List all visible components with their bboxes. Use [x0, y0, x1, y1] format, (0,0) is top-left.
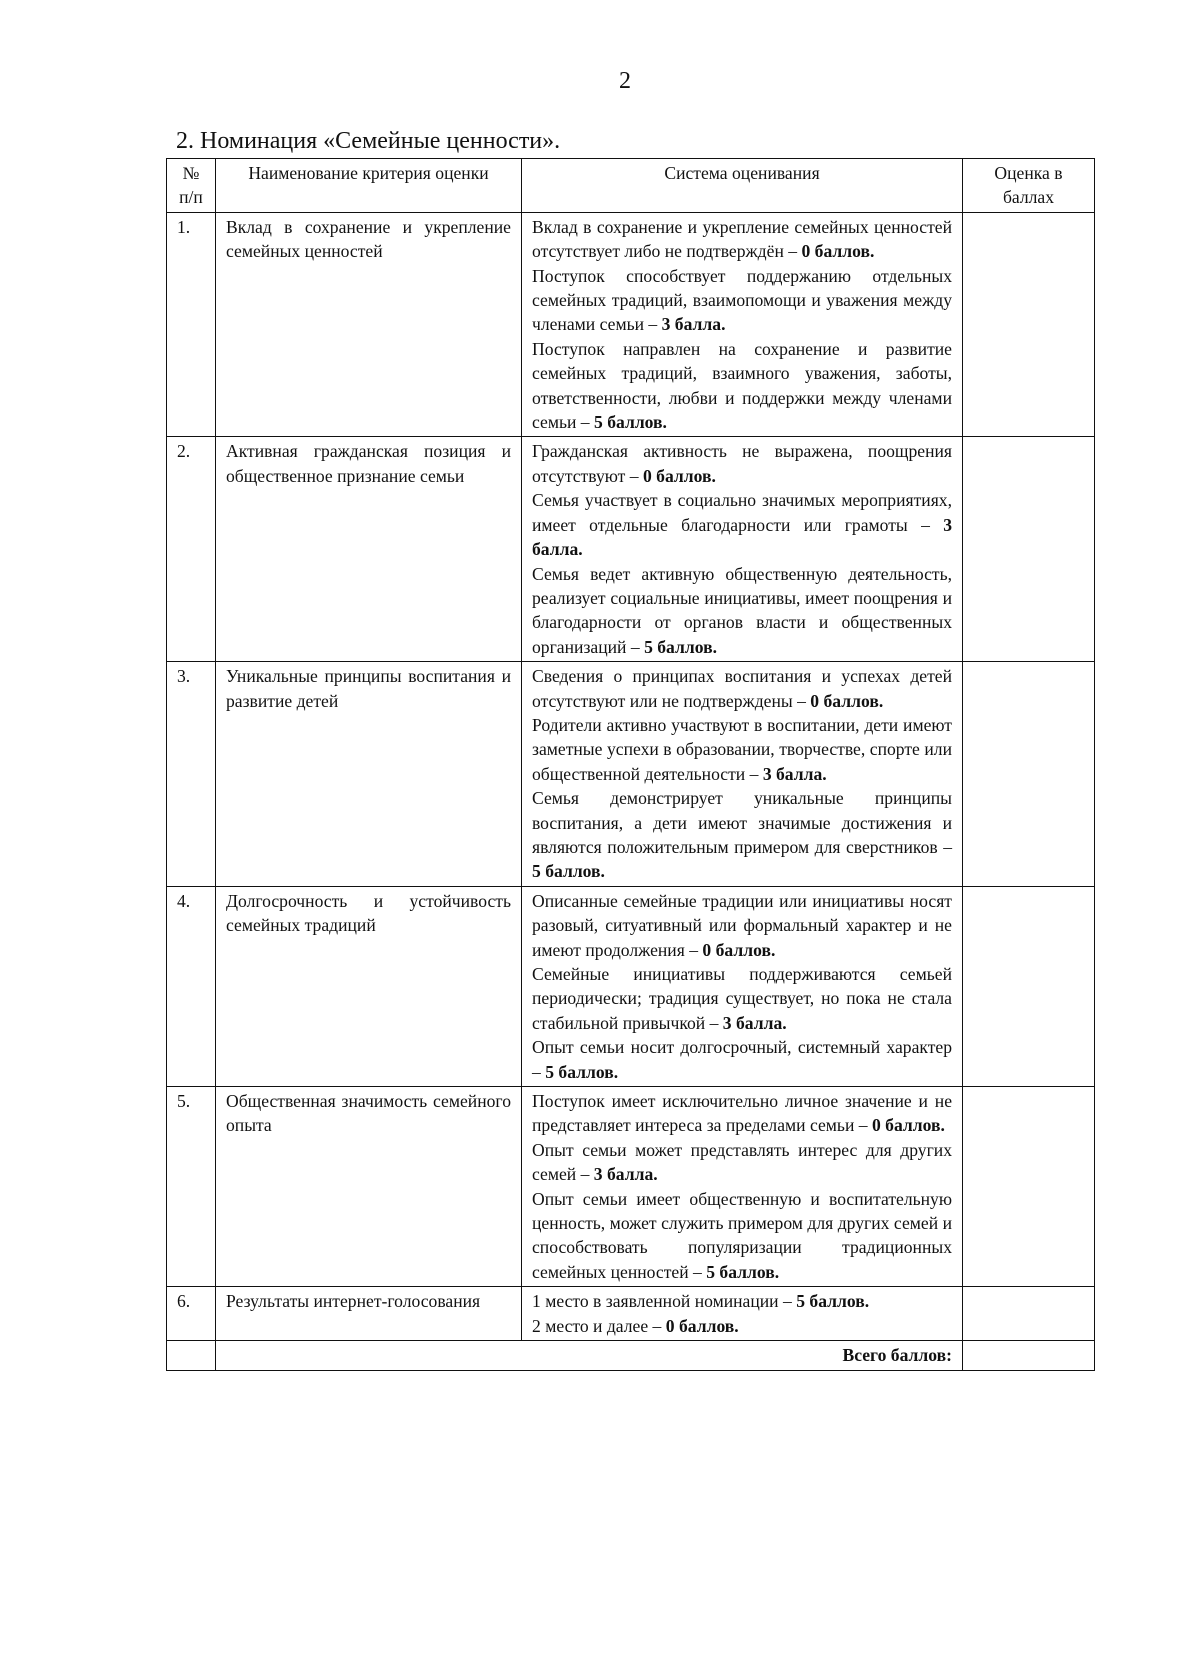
scoring-level-points: 0 баллов.	[665, 1315, 739, 1336]
scoring-system	[522, 1287, 963, 1341]
score-cell[interactable]	[963, 662, 1095, 887]
scoring-level	[532, 889, 952, 962]
score-cell[interactable]	[963, 212, 1095, 437]
criterion-name: Общественная значимость семейного опыта	[216, 1087, 522, 1287]
scoring-level-text: Опыт семьи имеет общественную и воспитательную ценность, может служить примером для других семей и способствовать популяризации традиционных семейных ценностей –	[532, 1188, 952, 1282]
scoring-level-points: 0 баллов.	[702, 939, 776, 960]
scoring-level	[532, 562, 952, 660]
scoring-level-points: 3 балла.	[532, 514, 952, 560]
table-row	[167, 886, 1095, 1086]
scoring-level	[532, 215, 952, 264]
scoring-level	[532, 1035, 952, 1084]
scoring-level	[532, 439, 952, 488]
header-system: Система оценивания	[522, 159, 963, 213]
scoring-level-points: 5 баллов.	[594, 412, 667, 433]
scoring-level-points: 5 баллов.	[644, 636, 718, 657]
scoring-level-text: Семья ведет активную общественную деятельность, реализует социальные инициативы, имеет поощрения и благодарности от органов власти и общественных организаций –	[532, 563, 952, 657]
scoring-level-text: 1 место в заявленной номинации –	[532, 1291, 797, 1312]
header-score: Оценка в баллах	[963, 159, 1095, 213]
scoring-level-points: 0 баллов.	[642, 465, 716, 486]
criterion-name: Уникальные принципы воспитания и развитие детей	[216, 662, 522, 887]
score-cell[interactable]	[963, 1087, 1095, 1287]
total-label: Всего баллов:	[216, 1341, 963, 1370]
scoring-level-text: Семейные инициативы поддерживаются семьей периодически; традиция существует, но пока не стала стабильной привычкой –	[532, 964, 952, 1033]
scoring-system	[522, 886, 963, 1086]
header-criterion: Наименование критерия оценки	[216, 159, 522, 213]
scoring-level-text: Поступок способствует поддержанию отдельных семейных традиций, взаимопомощи и уважения между членами семьи –	[532, 265, 952, 335]
score-cell[interactable]	[963, 437, 1095, 662]
scoring-level-text: Гражданская активность не выражена, поощрения отсутствуют –	[532, 441, 952, 486]
scoring-level-text: Опыт семьи носит долгосрочный, системный характер –	[532, 1037, 952, 1082]
row-number: 4.	[167, 886, 216, 1086]
scoring-level-points: 3 балла.	[722, 1012, 787, 1033]
scoring-system	[522, 212, 963, 437]
scoring-level-text: Описанные семейные традиции или инициативы носят разовый, ситуативный или формальный характер и не имеют продолжения –	[532, 890, 952, 960]
row-number: 2.	[167, 437, 216, 662]
scoring-level-text: Родители активно участвуют в воспитании, дети имеют заметные успехи в образовании, творчестве, спорте или общественной деятельности –	[532, 714, 952, 784]
scoring-level	[532, 264, 952, 337]
table-row	[167, 662, 1095, 887]
scoring-level-points: 5 баллов.	[706, 1261, 780, 1282]
score-cell[interactable]	[963, 1287, 1095, 1341]
criterion-name: Активная гражданская позиция и общественное признание семьи	[216, 437, 522, 662]
scoring-system	[522, 1087, 963, 1287]
table-row	[167, 1287, 1095, 1341]
scoring-level-points: 3 балла.	[661, 314, 726, 335]
scoring-level-text: Семья участвует в социально значимых мероприятиях, имеет отдельные благодарности или грамоты –	[532, 490, 952, 535]
scoring-level	[532, 664, 952, 713]
scoring-level-points: 5 баллов.	[532, 861, 605, 882]
row-number: 5.	[167, 1087, 216, 1287]
scoring-level-points: 0 баллов.	[801, 241, 875, 262]
table-row	[167, 437, 1095, 662]
scoring-level	[532, 1289, 952, 1313]
scoring-level-points: 3 балла.	[593, 1164, 658, 1185]
scoring-system	[522, 437, 963, 662]
scoring-level-text: Опыт семьи может представлять интерес для других семей –	[532, 1139, 952, 1185]
scoring-level	[532, 1138, 952, 1187]
criterion-name: Результаты интернет-голосования	[216, 1287, 522, 1341]
scoring-level-points: 0 баллов.	[871, 1115, 945, 1136]
scoring-level	[532, 1187, 952, 1285]
scoring-level-points: 0 баллов.	[810, 690, 884, 711]
header-num: № п/п	[167, 159, 216, 213]
scoring-level	[532, 786, 952, 884]
scoring-level	[532, 962, 952, 1035]
scoring-level	[532, 713, 952, 786]
total-empty-cell	[167, 1341, 216, 1370]
page-title: 2. Номинация «Семейные ценности».	[176, 128, 561, 154]
table-row	[167, 212, 1095, 437]
scoring-level-text: Семья демонстрирует уникальные принципы воспитания, а дети имеют значимые достижения и являются положительным примером для сверстников –	[532, 788, 952, 857]
scoring-level	[532, 337, 952, 435]
row-number: 1.	[167, 212, 216, 437]
scoring-level-text: Вклад в сохранение и укрепление семейных ценностей отсутствует либо не подтверждён –	[532, 216, 952, 262]
scoring-level-text: Поступок имеет исключительно личное значение и не представляет интереса за пределами семьи –	[532, 1091, 952, 1136]
scoring-level-text: Сведения о принципах воспитания и успехах детей отсутствуют или не подтверждены –	[532, 666, 952, 711]
criterion-name: Долгосрочность и устойчивость семейных традиций	[216, 886, 522, 1086]
criterion-name: Вклад в сохранение и укрепление семейных ценностей	[216, 212, 522, 437]
table-row	[167, 1087, 1095, 1287]
scoring-level-points: 5 баллов.	[545, 1061, 619, 1082]
total-score-cell[interactable]	[963, 1341, 1095, 1370]
scoring-level	[532, 488, 952, 561]
scoring-level-points: 3 балла.	[762, 763, 827, 784]
page-number: 2	[619, 68, 631, 94]
table-header-row	[167, 159, 1095, 213]
row-number: 3.	[167, 662, 216, 887]
scoring-level-text: 2 место и далее –	[532, 1315, 666, 1336]
scoring-level-points: 5 баллов.	[796, 1291, 870, 1312]
total-row	[167, 1341, 1095, 1370]
scoring-system	[522, 662, 963, 887]
criteria-table	[166, 158, 1095, 1371]
score-cell[interactable]	[963, 886, 1095, 1086]
scoring-level	[532, 1314, 952, 1338]
scoring-level	[532, 1089, 952, 1138]
scoring-level-text: Поступок направлен на сохранение и развитие семейных традиций, взаимного уважения, заботы, ответственности, любви и поддержки между членами семьи –	[532, 338, 952, 433]
row-number: 6.	[167, 1287, 216, 1341]
